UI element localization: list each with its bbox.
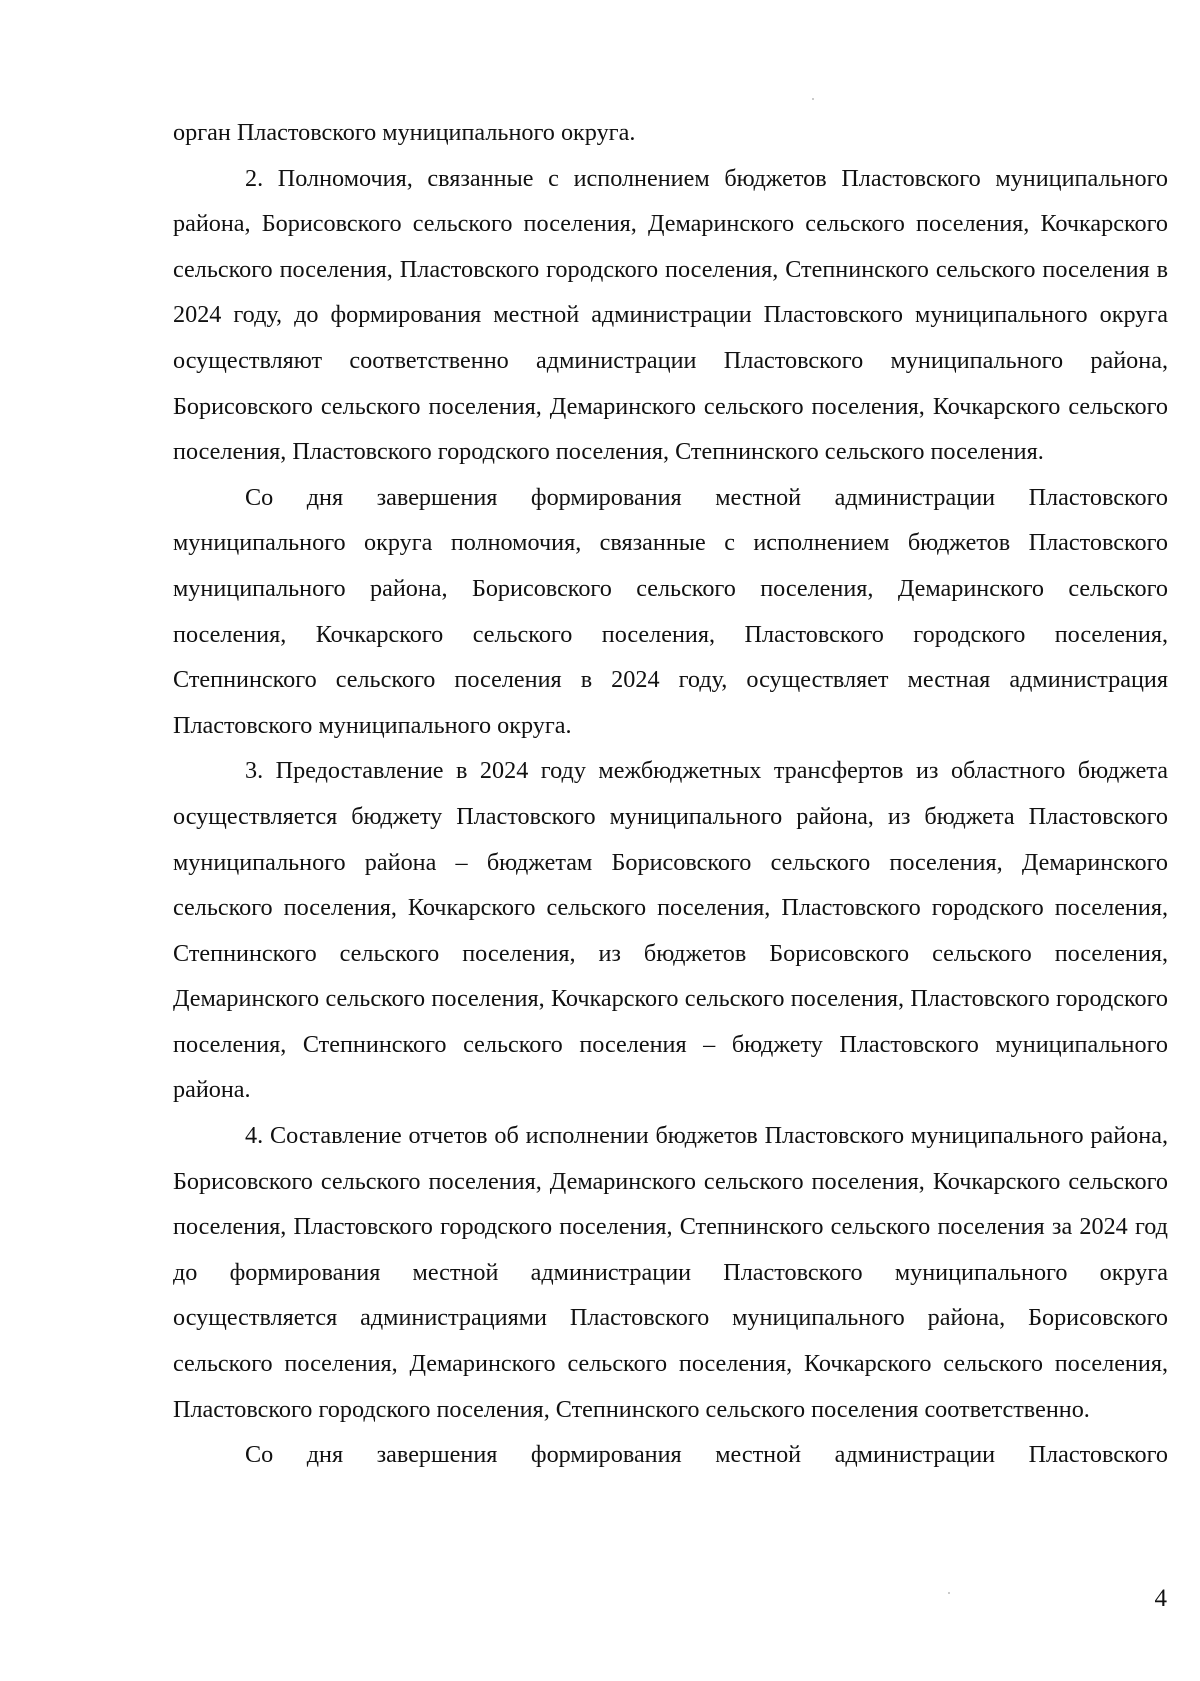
scan-speck <box>812 98 814 100</box>
paragraph-item-2: 2. Полномочия, связанные с исполнением бюджетов Пластовского муниципального района, Борисовского сельского поселения, Демаринского сельского поселения, Кочкарского сельского поселения, Пластовского городского поселения, Степнинского сельского поселения в 2024 году, до формирования местной администрации Пластовского муниципального округа осуществляют соответственно администрации Пластовского муниципального района, Борисовского сельского поселения, Демаринского сельского поселения, Кочкарского сельского поселения, Пластовского городского поселения, Степнинского сельского поселения. <box>173 164 1168 466</box>
scan-speck <box>948 1592 950 1594</box>
paragraph-item-2-continuation: Со дня завершения формирования местной администрации Пластовского муниципального округа полномочия, связанные с исполнением бюджетов Пластовского муниципального района, Борисовского сельского поселения, Демаринского сельского поселения, Кочкарского сельского поселения, Пластовского городского поселения, Степнинского сельского поселения в 2024 году, осуществляет местная администрация Пластовского муниципального округа. <box>173 483 1168 739</box>
page-number: 4 <box>1154 1585 1167 1612</box>
document-body <box>173 110 1168 1478</box>
paragraph-continuation: орган Пластовского муниципального округа. <box>173 119 636 146</box>
paragraph-item-4-continuation: Со дня завершения формирования местной администрации Пластовского <box>245 1441 1168 1469</box>
paragraph-item-4: 4. Составление отчетов об исполнении бюджетов Пластовского муниципального района, Борисовского сельского поселения, Демаринского сельского поселения, Кочкарского сельского поселения, Пластовского городского поселения, Степнинского сельского поселения за 2024 год до формирования местной администрации Пластовского муниципального округа осуществляется администрациями Пластовского муниципального района, Борисовского сельского поселения, Демаринского сельского поселения, Кочкарского сельского поселения, Пластовского городского поселения, Степнинского сельского поселения соответственно. <box>173 1122 1168 1423</box>
paragraph-item-3: 3. Предоставление в 2024 году межбюджетных трансфертов из областного бюджета осуществляется бюджету Пластовского муниципального района, из бюджета Пластовского муниципального района – бюджетам Борисовского сельского поселения, Демаринского сельского поселения, Кочкарского сельского поселения, Пластовского городского поселения, Степнинского сельского поселения, из бюджетов Борисовского сельского поселения, Демаринского сельского поселения, Кочкарского сельского поселения, Пластовского городского поселения, Степнинского сельского поселения – бюджету Пластовского муниципального района. <box>173 757 1168 1104</box>
